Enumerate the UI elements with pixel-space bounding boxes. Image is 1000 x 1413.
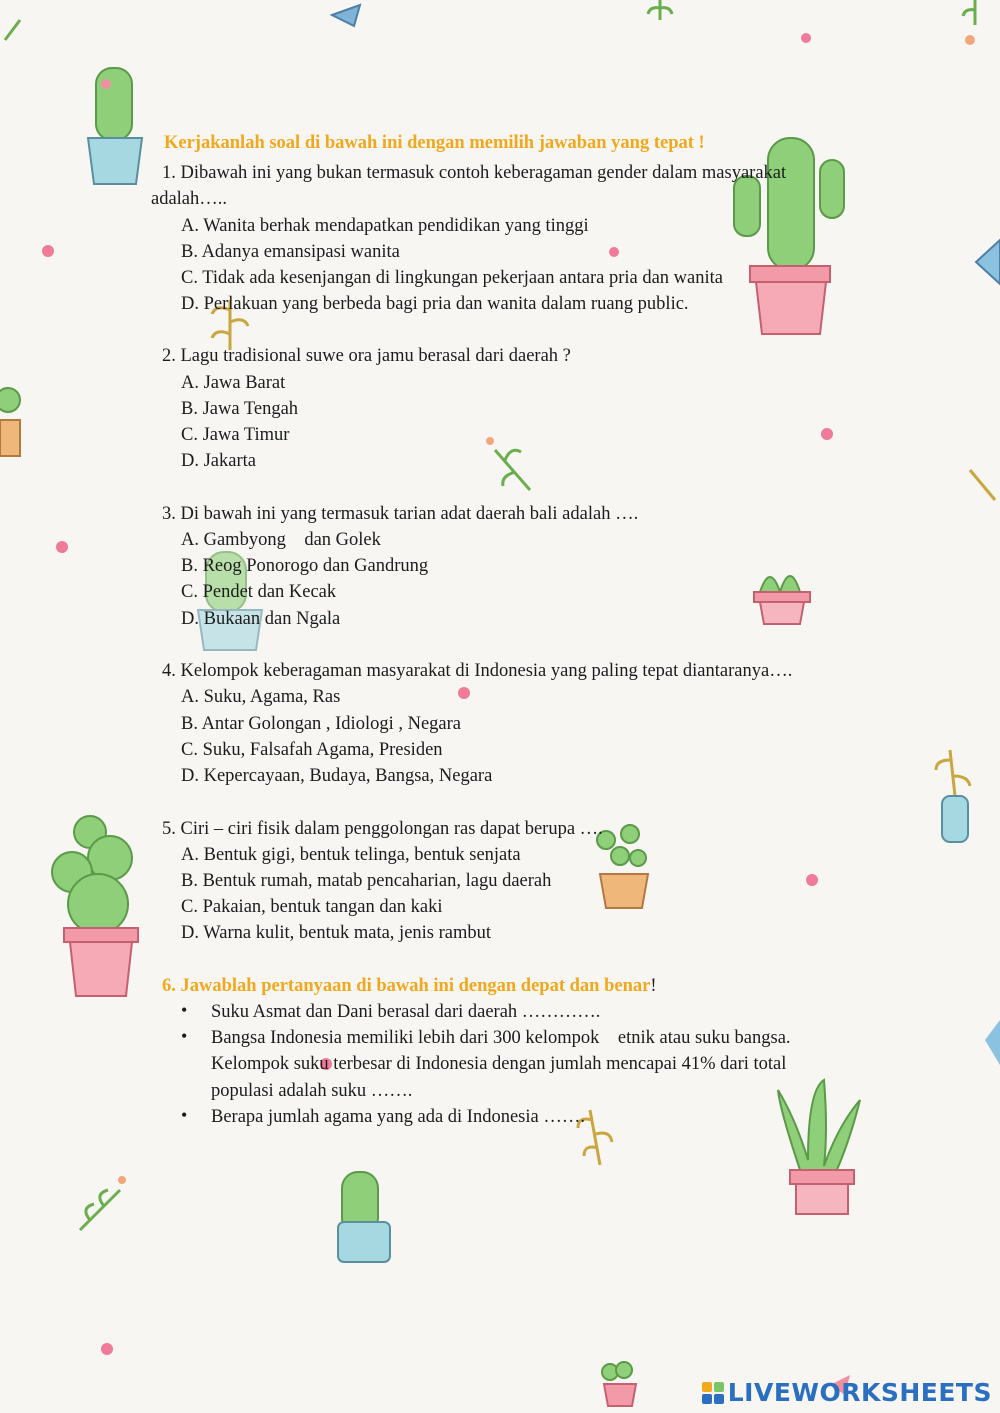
- question-1-text: 1. Dibawah ini yang bukan termasuk contoh keberagaman gender dalam masyarakat: [162, 163, 787, 183]
- question-2-option-c[interactable]: C. Jawa Timur: [181, 425, 290, 445]
- question-5-option-a[interactable]: A. Bentuk gigi, bentuk telinga, bentuk senjata: [181, 845, 521, 865]
- question-5-option-c[interactable]: C. Pakaian, bentuk tangan dan kaki: [181, 897, 443, 917]
- question-3-option-c[interactable]: C. Pendet dan Kecak: [181, 582, 337, 602]
- brand-text: LIVEWORKSHEETS: [727, 1378, 992, 1407]
- essay-item-2[interactable]: Bangsa Indonesia memiliki lebih dari 300 kelompok etnik atau suku bangsa.: [211, 1028, 791, 1048]
- question-3-option-a[interactable]: A. Gambyong dan Golek: [181, 530, 381, 550]
- essay-item-2-cont: populasi adalah suku …….: [211, 1081, 413, 1101]
- question-4-option-a[interactable]: A. Suku, Agama, Ras: [181, 687, 341, 707]
- essay-item-3[interactable]: Berapa jumlah agama yang ada di Indonesia …….: [211, 1107, 585, 1127]
- question-2-option-a[interactable]: A. Jawa Barat: [181, 373, 286, 393]
- question-3-option-d[interactable]: D. Bukaan dan Ngala: [181, 609, 341, 629]
- essay-heading: [162, 973, 657, 999]
- question-3-option-b[interactable]: B. Reog Ponorogo dan Gandrung: [181, 556, 429, 576]
- question-1-option-b[interactable]: B. Adanya emansipasi wanita: [181, 242, 400, 262]
- question-5-option-d[interactable]: D. Warna kulit, bentuk mata, jenis rambut: [181, 923, 492, 943]
- question-1-option-a[interactable]: A. Wanita berhak mendapatkan pendidikan yang tinggi: [181, 216, 589, 236]
- essay-item-2-cont: Kelompok suku terbesar di Indonesia dengan jumlah mencapai 41% dari total: [211, 1054, 787, 1074]
- question-4-text: 4. Kelompok keberagaman masyarakat di Indonesia yang paling tepat diantaranya….: [162, 661, 793, 681]
- question-2-text: 2. Lagu tradisional suwe ora jamu berasal dari daerah ?: [162, 346, 571, 366]
- question-4-option-c[interactable]: C. Suku, Falsafah Agama, Presiden: [181, 740, 443, 760]
- question-5-text: 5. Ciri – ciri fisik dalam penggolongan ras dapat berupa ….: [162, 819, 603, 839]
- liveworksheets-logo: [702, 1378, 992, 1407]
- essay-heading-mark: !: [650, 976, 657, 996]
- essay-heading-text: 6. Jawablah pertanyaan di bawah ini dengan depat dan benar: [162, 976, 651, 996]
- question-1-text-cont: adalah…..: [151, 189, 228, 209]
- bullet-icon: •: [181, 1000, 188, 1020]
- question-1-option-c[interactable]: C. Tidak ada kesenjangan di lingkungan pekerjaan antara pria dan wanita: [181, 268, 723, 288]
- question-3-text: 3. Di bawah ini yang termasuk tarian adat daerah bali adalah ….: [162, 504, 639, 524]
- question-4-option-d[interactable]: D. Kepercayaan, Budaya, Bangsa, Negara: [181, 766, 493, 786]
- question-2-option-d[interactable]: D. Jakarta: [181, 451, 256, 471]
- bullet-icon: •: [181, 1105, 188, 1125]
- essay-item-1[interactable]: Suku Asmat dan Dani berasal dari daerah ………….: [211, 1002, 601, 1022]
- bullet-icon: •: [181, 1026, 188, 1046]
- instruction-heading: Kerjakanlah soal di bawah ini dengan memilih jawaban yang tepat !: [164, 133, 705, 153]
- question-4-option-b[interactable]: B. Antar Golongan , Idiologi , Negara: [181, 714, 462, 734]
- brand-grid-icon: [702, 1382, 724, 1404]
- question-5-option-b[interactable]: B. Bentuk rumah, matab pencaharian, lagu daerah: [181, 871, 552, 891]
- question-2-option-b[interactable]: B. Jawa Tengah: [181, 399, 299, 419]
- question-1-option-d[interactable]: D. Perlakuan yang berbeda bagi pria dan wanita dalam ruang public.: [181, 294, 689, 314]
